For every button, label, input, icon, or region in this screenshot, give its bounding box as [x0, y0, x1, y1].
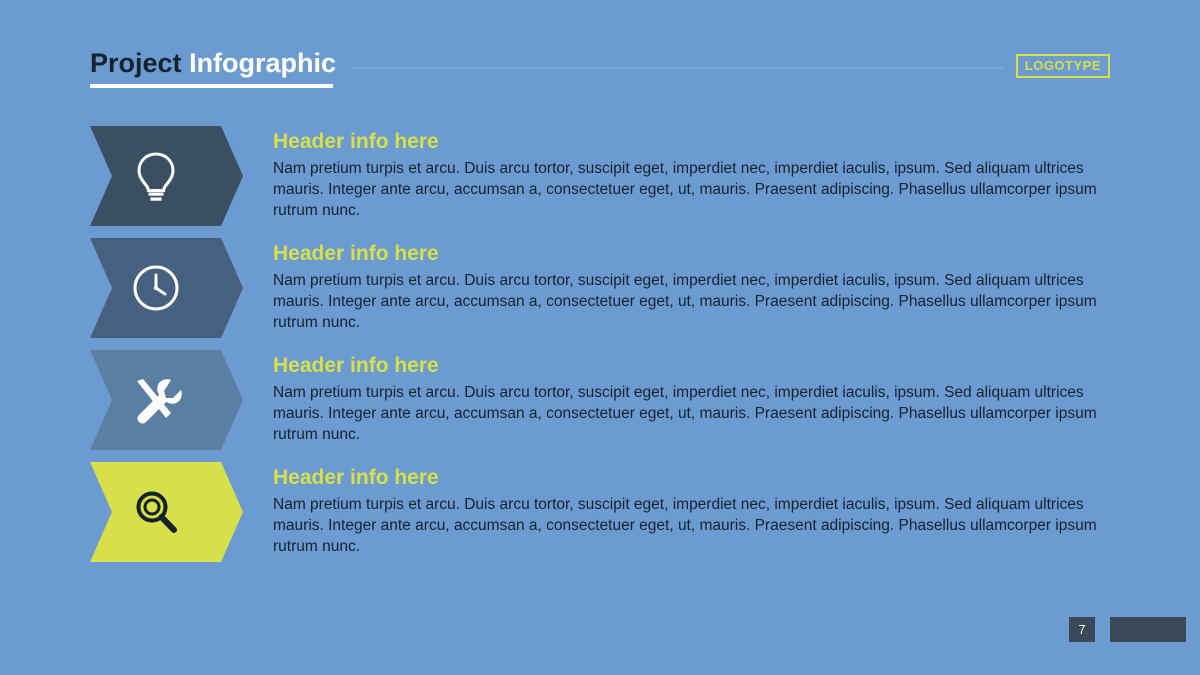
page-title: [90, 47, 337, 83]
banner-shape-3: [90, 350, 243, 450]
row-body: Nam pretium turpis et arcu. Duis arcu tortor, suscipit eget, imperdiet nec, imperdiet iaculis, ipsum. Sed aliquam ultrices mauris. Integer ante arcu, accumsan a, consectetuer eget, ut, mauris. Praesent adipiscing. Phasellus ullamcorper ipsum rutrum nunc.: [273, 272, 1097, 331]
page-title-part1: Project: [90, 47, 182, 78]
page-title-part2: Infographic: [189, 47, 337, 78]
page-number-badge: 7: [1069, 617, 1095, 642]
row-body: Nam pretium turpis et arcu. Duis arcu tortor, suscipit eget, imperdiet nec, imperdiet iaculis, ipsum. Sed aliquam ultrices mauris. Integer ante arcu, accumsan a, consectetuer eget, ut, mauris. Praesent adipiscing. Phasellus ullamcorper ipsum rutrum nunc.: [273, 160, 1097, 219]
row-header: Header info here: [273, 242, 439, 265]
banner-shape-4: [90, 462, 243, 562]
banner-shape-1: [90, 126, 243, 226]
slide-header: [90, 46, 1110, 86]
title-underline: [90, 84, 333, 88]
list-item[interactable]: [90, 350, 1110, 462]
banner-shape-2: [90, 238, 243, 338]
list-item[interactable]: [90, 238, 1110, 350]
tools-icon: [90, 350, 221, 450]
logotype-badge: LOGOTYPE: [1016, 54, 1110, 78]
row-text-4: [273, 462, 1110, 558]
row-header: Header info here: [273, 354, 439, 377]
row-body: Nam pretium turpis et arcu. Duis arcu tortor, suscipit eget, imperdiet nec, imperdiet iaculis, ipsum. Sed aliquam ultrices mauris. Integer ante arcu, accumsan a, consectetuer eget, ut, mauris. Praesent adipiscing. Phasellus ullamcorper ipsum rutrum nunc.: [273, 496, 1097, 555]
row-body: Nam pretium turpis et arcu. Duis arcu tortor, suscipit eget, imperdiet nec, imperdiet iaculis, ipsum. Sed aliquam ultrices mauris. Integer ante arcu, accumsan a, consectetuer eget, ut, mauris. Praesent adipiscing. Phasellus ullamcorper ipsum rutrum nunc.: [273, 384, 1097, 443]
row-header: Header info here: [273, 130, 439, 153]
clock-icon: [90, 238, 221, 338]
row-text-1: [273, 126, 1110, 222]
lightbulb-icon: [90, 126, 221, 226]
infographic-rows: [90, 126, 1110, 574]
footer-bar: [1110, 617, 1186, 642]
list-item[interactable]: [90, 462, 1110, 574]
row-text-3: [273, 350, 1110, 446]
row-header: Header info here: [273, 466, 439, 489]
header-divider-rule: [352, 67, 1002, 69]
magnifier-icon: [90, 462, 221, 562]
row-text-2: [273, 238, 1110, 334]
list-item[interactable]: [90, 126, 1110, 238]
